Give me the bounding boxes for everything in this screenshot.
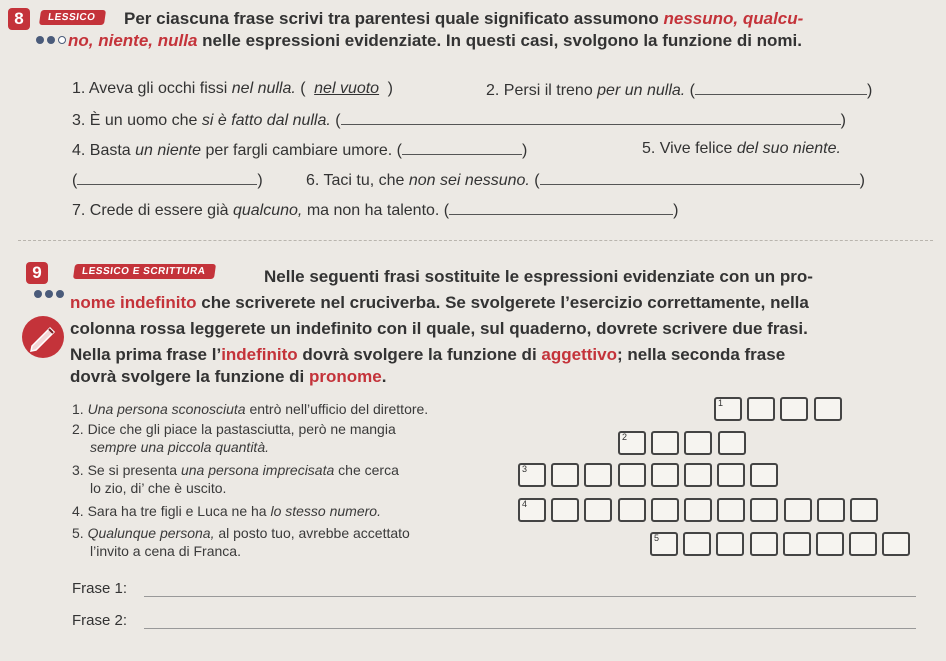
crossword-cell[interactable] <box>780 397 808 421</box>
clue-3-cont: lo zio, di’ che è uscito. <box>90 480 227 496</box>
clue-3: 3. Se si presenta una persona imprecisata che cerca <box>72 462 399 478</box>
sentence-5: 5. Vive felice del suo niente. <box>642 140 841 157</box>
crossword-cell[interactable] <box>783 532 811 556</box>
exercise-9-instruction-l2: nome indefinito che scriverete nel cruciverba. Se svolgerete l’esercizio correttamente, nella <box>70 293 809 312</box>
crossword-cell[interactable] <box>882 532 910 556</box>
crossword-cell[interactable] <box>683 532 711 556</box>
crossword-cell[interactable] <box>750 498 778 522</box>
crossword-cell[interactable] <box>716 532 744 556</box>
difficulty-dots <box>36 36 66 44</box>
writing-icon <box>22 316 64 358</box>
sentence-2: 2. Persi il treno per un nulla. ( ) <box>486 82 873 99</box>
exercise-8-instruction-line2: no, niente, nulla nelle espressioni evidenziate. In questi casi, svolgono la funzione di nomi. <box>68 31 802 50</box>
clue-5: 5. Qualunque persona, al posto tuo, avrebbe accettato <box>72 525 410 541</box>
crossword-cell[interactable] <box>817 498 845 522</box>
exercise-9-instruction-l3: colonna rossa leggerete un indefinito con il quale, sul quaderno, dovrete scrivere due frasi. <box>70 319 808 338</box>
sentence-1: 1. Aveva gli occhi fissi nel nulla. ( nel vuoto ) <box>72 80 393 97</box>
section-divider <box>18 240 933 241</box>
crossword-cell[interactable] <box>650 532 678 556</box>
clue-2-cont: sempre una piccola quantità. <box>90 439 269 455</box>
crossword-cell[interactable] <box>718 431 746 455</box>
answer-6-blank[interactable] <box>540 170 860 185</box>
crossword-cell[interactable] <box>816 532 844 556</box>
crossword-cell[interactable] <box>747 397 775 421</box>
crossword-clue-number: 4 <box>522 499 528 509</box>
sentence-3: 3. È un uomo che si è fatto dal nulla. ( ) <box>72 112 846 129</box>
crossword-cell[interactable] <box>714 397 742 421</box>
crossword-cell[interactable] <box>551 498 579 522</box>
crossword-cell[interactable] <box>850 498 878 522</box>
crossword-cell[interactable] <box>651 431 679 455</box>
crossword-cell[interactable] <box>684 498 712 522</box>
answer-1[interactable]: nel vuoto <box>314 80 380 97</box>
crossword-cell[interactable] <box>584 463 612 487</box>
crossword-cell[interactable] <box>551 463 579 487</box>
sentence-6: 6. Taci tu, che non sei nessuno. ( ) <box>306 172 865 189</box>
crossword-cell[interactable] <box>618 431 646 455</box>
exercise-number-9: 9 <box>26 262 48 284</box>
exercise-number-8: 8 <box>8 8 30 30</box>
crossword-cell[interactable] <box>750 463 778 487</box>
crossword-cell[interactable] <box>717 498 745 522</box>
clue-2: 2. Dice che gli piace la pastasciutta, però ne mangia <box>72 421 396 437</box>
difficulty-dots-9 <box>34 290 64 298</box>
clue-5-cont: l’invito a cena di Franca. <box>90 543 241 559</box>
crossword-cell[interactable] <box>584 498 612 522</box>
crossword-cell[interactable] <box>651 463 679 487</box>
answer-2-blank[interactable] <box>695 80 867 95</box>
crossword-cell[interactable] <box>618 498 646 522</box>
frase-1-label: Frase 1: <box>72 580 128 597</box>
crossword-cell[interactable] <box>750 532 778 556</box>
crossword-cell[interactable] <box>518 498 546 522</box>
crossword-cell[interactable] <box>684 463 712 487</box>
frase-2-line[interactable] <box>144 628 916 629</box>
sentence-5-answer: ( ) <box>72 172 263 189</box>
crossword-clue-number: 2 <box>622 432 628 442</box>
frase-1-line[interactable] <box>144 596 916 597</box>
sentence-4: 4. Basta un niente per fargli cambiare umore. ( ) <box>72 142 528 159</box>
exercise-9-instruction-l4: Nella prima frase l’indefinito dovrà svolgere la funzione di aggettivo; nella seconda frase <box>70 345 786 364</box>
clue-4: 4. Sara ha tre figli e Luca ne ha lo stesso numero. <box>72 503 381 519</box>
answer-4-blank[interactable] <box>402 140 522 155</box>
crossword-clue-number: 3 <box>522 464 528 474</box>
crossword-cell[interactable] <box>618 463 646 487</box>
exercise-9-instruction-l1: Nelle seguenti frasi sostituite le espressioni evidenziate con un pro- <box>264 267 813 286</box>
crossword-cell[interactable] <box>784 498 812 522</box>
frase-2-label: Frase 2: <box>72 612 128 629</box>
exercise-8-instruction: Per ciascuna frase scrivi tra parentesi quale significato assumono nessuno, qualcu- <box>124 9 804 28</box>
crossword-clue-number: 1 <box>718 398 724 408</box>
answer-5-blank[interactable] <box>77 170 257 185</box>
crossword-cell[interactable] <box>651 498 679 522</box>
crossword-clue-number: 5 <box>654 533 660 543</box>
crossword-cell[interactable] <box>814 397 842 421</box>
clue-1: 1. Una persona sconosciuta entrò nell’ufficio del direttore. <box>72 401 429 417</box>
crossword-cell[interactable] <box>849 532 877 556</box>
answer-7-blank[interactable] <box>449 200 673 215</box>
crossword-cell[interactable] <box>717 463 745 487</box>
sentence-7: 7. Crede di essere già qualcuno, ma non ha talento. ( ) <box>72 202 679 219</box>
lessico-tag: LESSICO <box>39 10 107 25</box>
crossword-cell[interactable] <box>518 463 546 487</box>
exercise-9-instruction-l5: dovrà svolgere la funzione di pronome. <box>70 367 387 386</box>
crossword-cell[interactable] <box>684 431 712 455</box>
answer-3-blank[interactable] <box>341 110 841 125</box>
lessico-scrittura-tag: LESSICO E SCRITTURA <box>73 264 217 279</box>
